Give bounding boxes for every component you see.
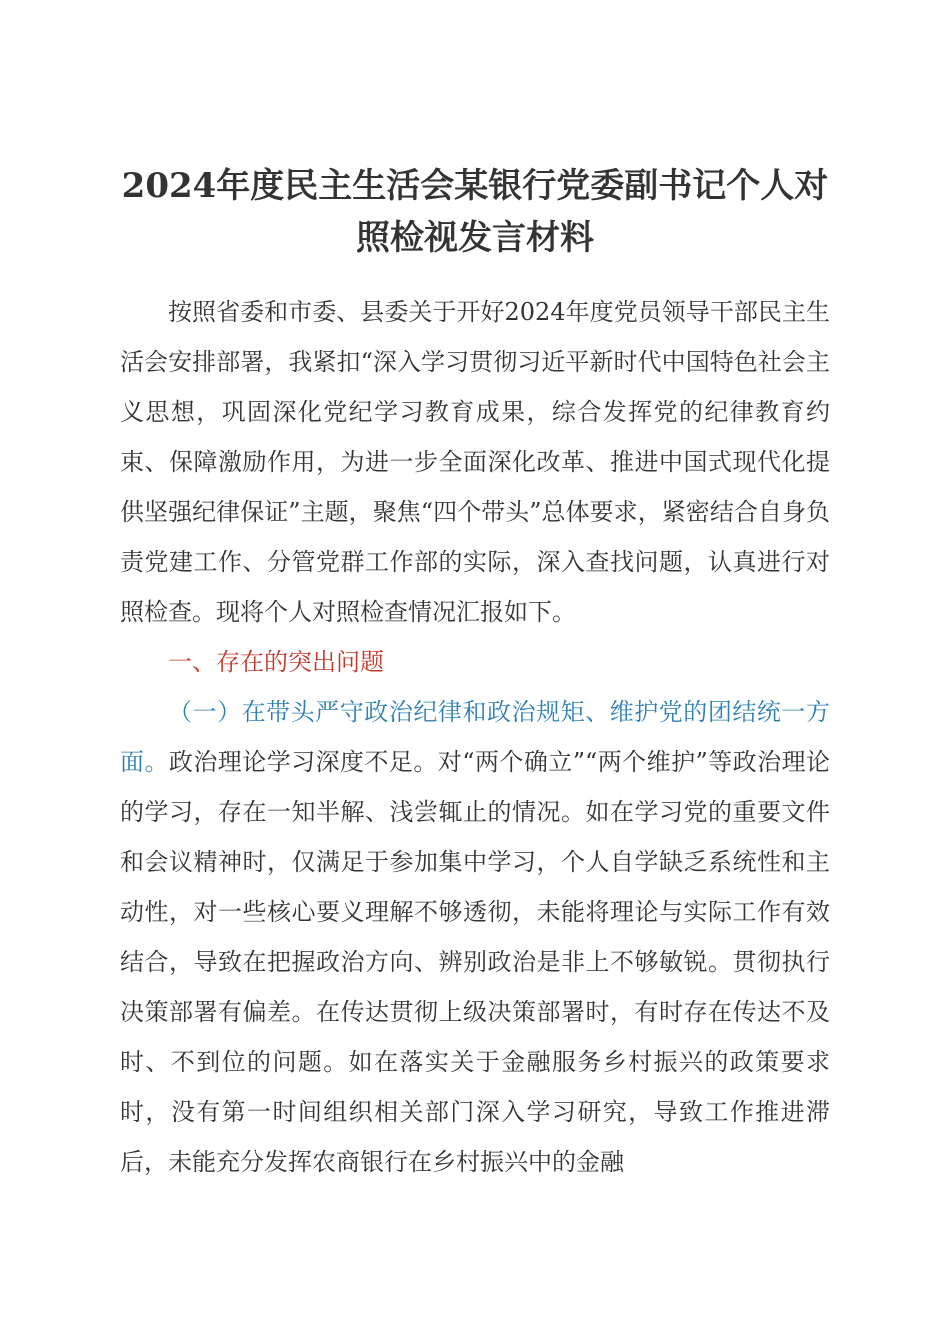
title-line-1: 2024年度民主生活会某银行党委副书记个人对 (121, 166, 829, 206)
intro-paragraph: 按照省委和市委、县委关于开好2024年度党员领导干部民主生活会安排部署，我紧扣“深入学习贯彻习近平新时代中国特色社会主义思想，巩固深化党纪学习教育成果，综合发挥党的纪律教育约束、保障激励作用，为进一步全面深化改革、推进中国式现代化提供坚强纪律保证”主题，聚焦“四个带头”总体要求，紧密结合自身负责党建工作、分管党群工作部的实际，深入查找问题，认真进行对照检查。现将个人对照检查情况汇报如下。 (120, 298, 830, 626)
title-line-2: 照检视发言材料 (356, 218, 594, 258)
subsection-text: 政治理论学习深度不足。对“两个确立”“两个维护”等政治理论的学习，存在一知半解、浅尝辄止的情况。如在学习党的重要文件和会议精神时，仅满足于参加集中学习，个人自学缺乏系统性和主动性，对一些核心要义理解不够透彻，未能将理论与实际工作有效结合，导致在把握政治方向、辨别政治是非上不够敏锐。贯彻执行决策部署有偏差。在传达贯彻上级决策部署时，有时存在传达不及时、不到位的问题。如在落实关于金融服务乡村振兴的政策要求时，没有第一时间组织相关部门深入学习研究，导致工作推进滞后，未能充分发挥农商银行在乡村振兴中的金融 (120, 748, 831, 1176)
document-title (100, 160, 850, 264)
subsection-heading: （一）在带头严守政治纪律和政治规矩、维护党的团结统一方面。 (120, 698, 830, 776)
document-body (120, 287, 830, 1187)
subsection-paragraph (120, 687, 830, 1187)
section-heading-problems: 一、存在的突出问题 (168, 648, 384, 676)
